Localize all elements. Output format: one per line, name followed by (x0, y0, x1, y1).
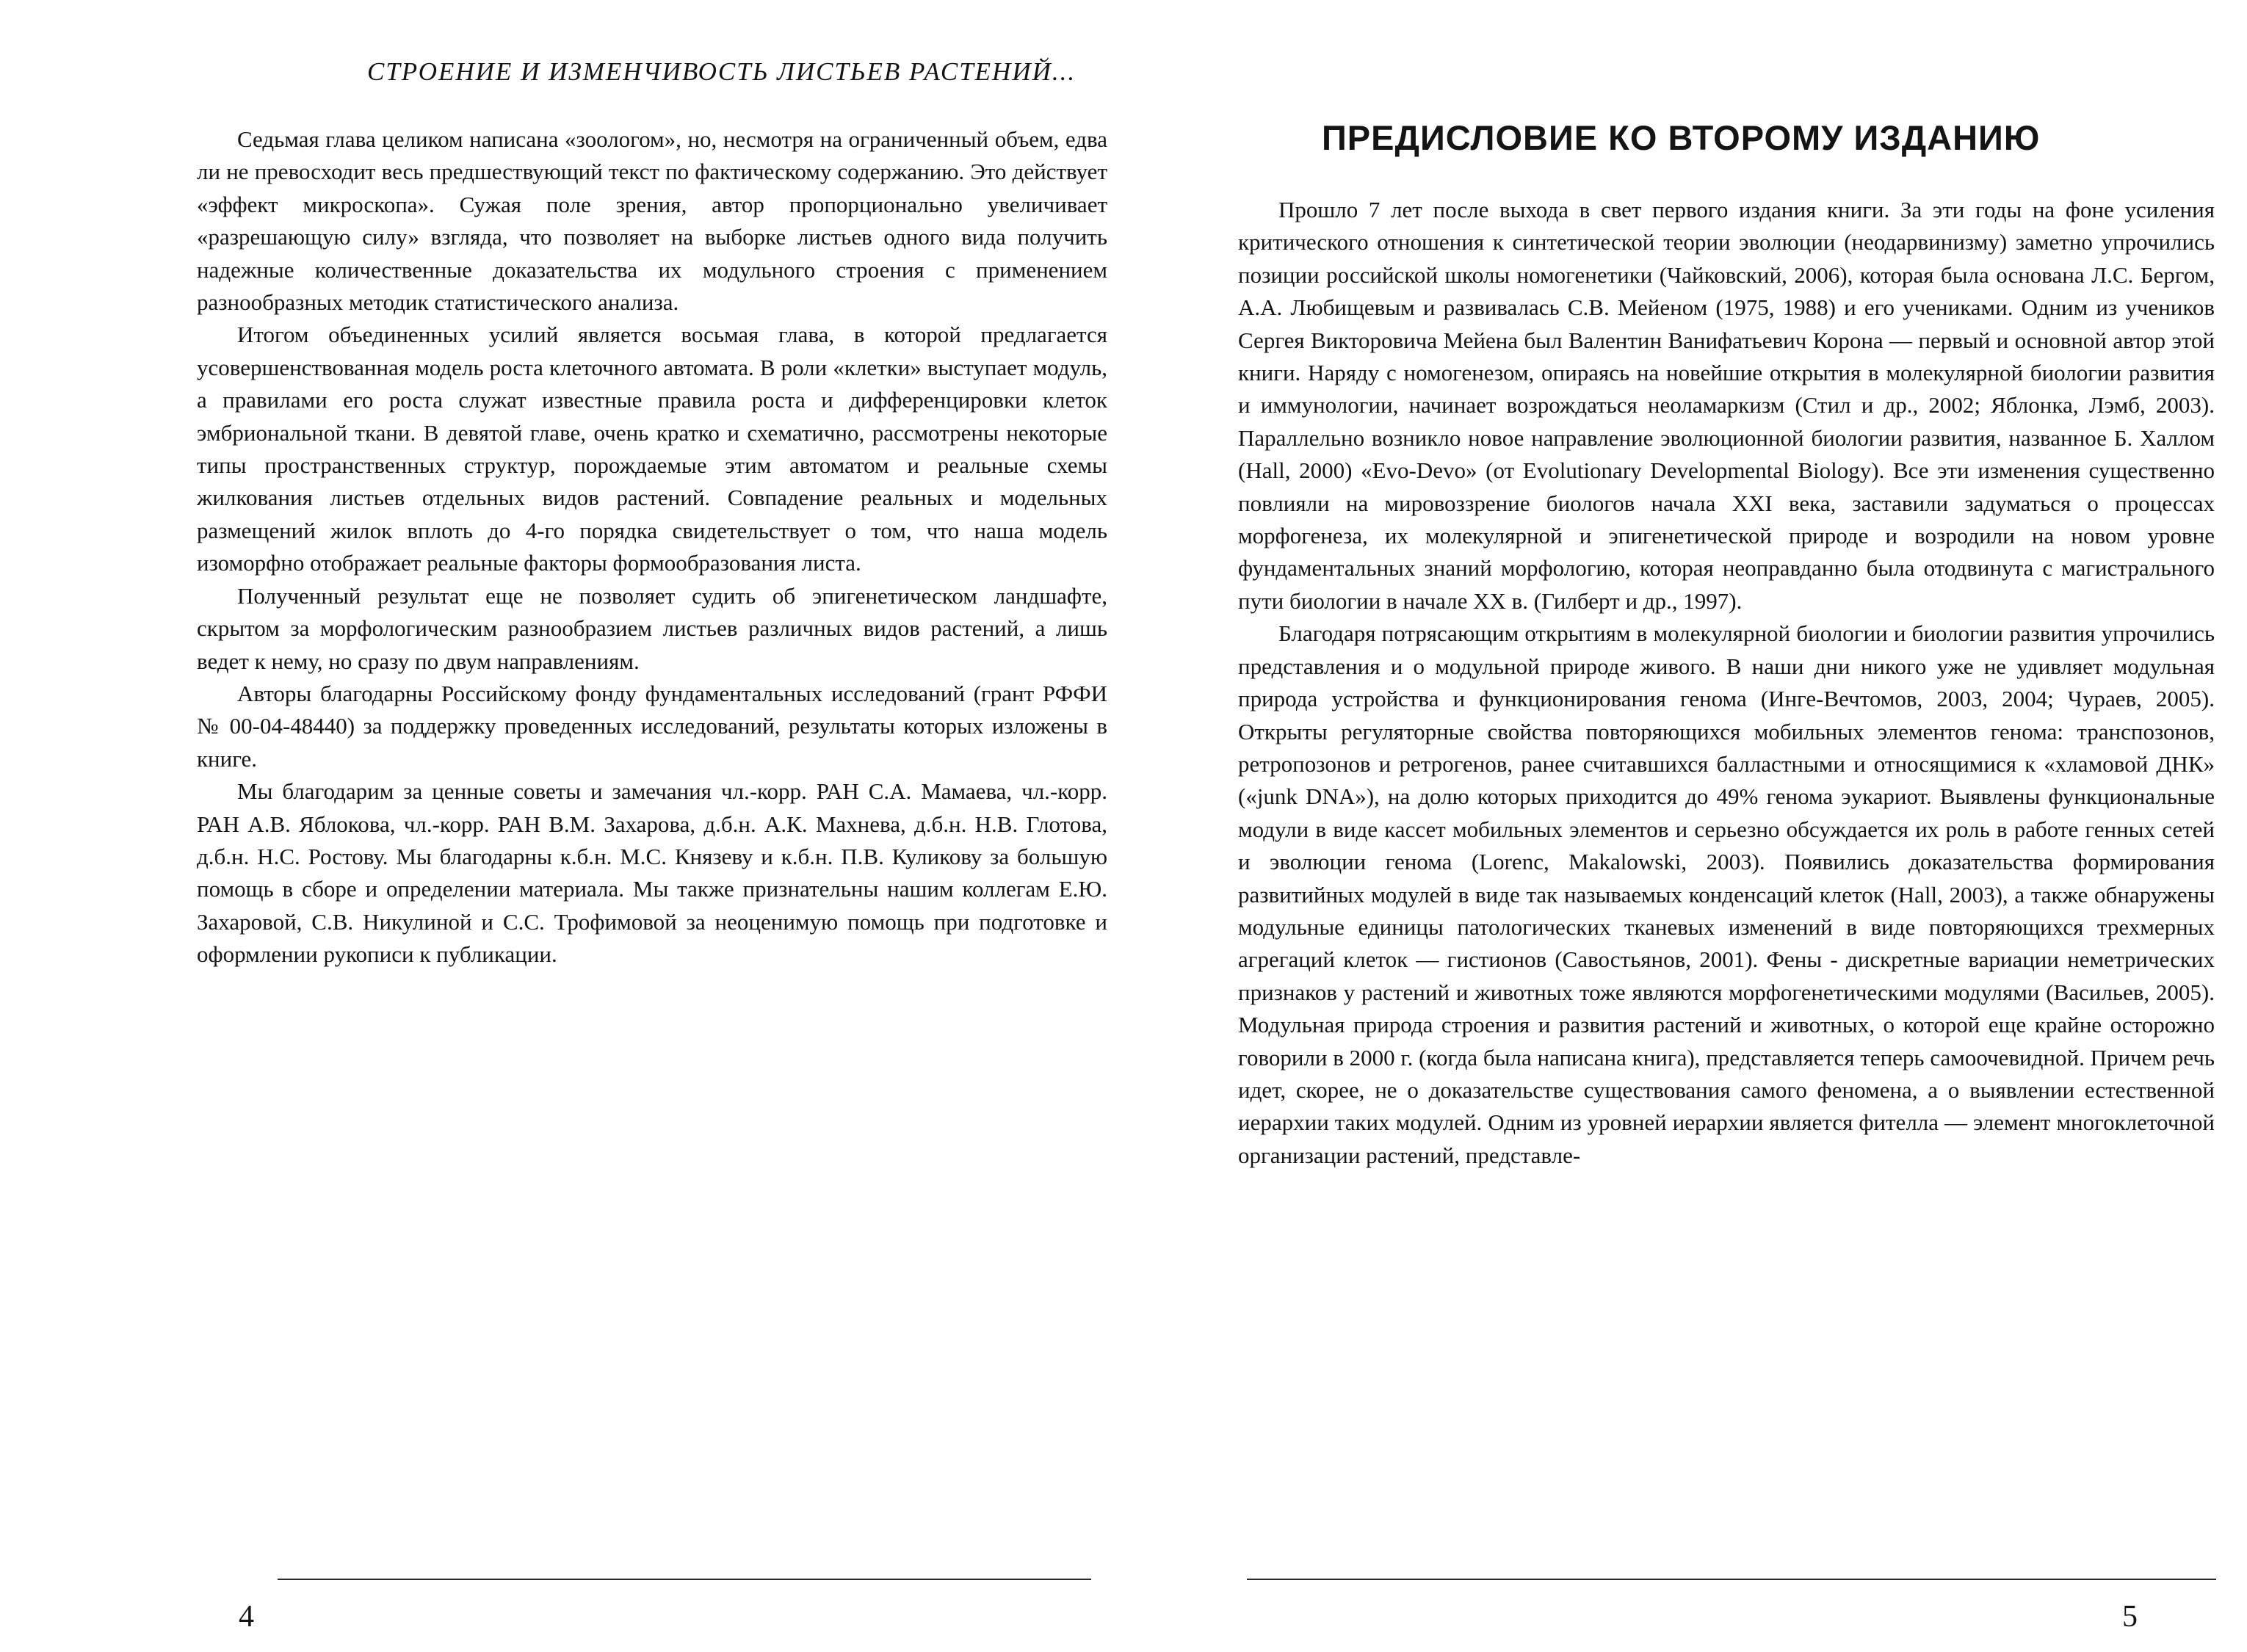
paragraph: Седьмая глава целиком написана «зоологом», но, несмотря на ограниченный объем, едва ли не превосходит весь предшествующий текст по фактическому содержанию. Это действует «эффект микроскопа». Сужая поле зрения, автор пропорционально увеличивает «разрешающую силу» взгляда, что позволяет на выборке листьев одного вида получить надежные количественные доказательства их модульного строения с применением разнообразных методик статистического анализа. (197, 126, 1107, 316)
page-number: 4 (239, 1600, 254, 1634)
footer-rule (278, 1579, 1091, 1580)
right-page (1124, 0, 2247, 1652)
paragraph: Мы благодарим за ценные советы и замечания чл.-корр. РАН С.А. Мамаева, чл.-корр. РАН А.В. Яблокова, чл.-корр. РАН В.М. Захарова, д.б.н. А.К. Махнева, д.б.н. Н.В. Глотова, д.б.н. Н.С. Ростову. Мы благодарны к.б.н. М.С. Князеву и к.б.н. П.В. Куликову за большую помощь в сборе и определении материала. Мы также признательны нашим коллегам Е.Ю. Захаровой, С.В. Никулиной и С.С. Трофимовой за неоценимую помощь при подготовке и оформлении рукописи к публикации. (197, 778, 1107, 968)
right-body-text (1238, 194, 2215, 1172)
page-number: 5 (2122, 1600, 2138, 1634)
paragraph: Авторы благодарны Российскому фонду фундаментальных исследований (грант РФФИ № 00-04-48440) за поддержку проведенных исследований, результаты которых изложены в книге. (197, 680, 1107, 772)
paragraph: Благодаря потрясающим открытиям в молекулярной биологии и биологии развития упрочились представления и о модульной природе живого. В наши дни никого уже не удивляет модульная природа устройства и функционирования генома (Инге-Вечтомов, 2003, 2004; Чураев, 2005). Открыты регуляторные свойства повторяющихся мобильных элементов генома: транспозонов, ретропозонов и ретрогенов, ранее считавшихся балластными и относящимися к «хламовой ДНК» («junk DNA»), на долю которых приходится до 49% генома эукариот. Выявлены функциональные модули в виде кассет мобильных элементов и серьезно обсуждается их роль в работе генных сетей и эволюции генома (Lorenc, Makalowski, 2003). Появились доказательства формирования развитийных модулей в виде так называемых конденсаций клеток (Hall, 2003), а также обнаружены модульные единицы патологических тканевых изменений в виде повторяющихся трехмерных агрегаций клеток — гистионов (Савостьянов, 2001). Фены - дискретные вариации неметрических признаков у растений и животных тоже являются морфогенетическими модулями (Васильев, 2005). Модульная природа строения и развития растений и животных, о которой еще крайне осторожно говорили в 2000 г. (когда была написана книга), представляется теперь самоочевидной. Причем речь идет, скорее, не о доказательстве существования самого феномена, а о выявлении естественной иерархии таких модулей. Одним из уровней иерархии является фителла — элемент многоклеточной организации растений, представле- (1238, 620, 2215, 1168)
footer-rule (1247, 1579, 2216, 1580)
running-head: СТРОЕНИЕ И ИЗМЕНЧИВОСТЬ ЛИСТЬЕВ РАСТЕНИЙ... (367, 57, 1077, 86)
paragraph: Полученный результат еще не позволяет судить об эпигенетическом ландшафте, скрытом за морфологическим разнообразием листьев различных видов растений, а лишь ведет к нему, но сразу по двум направлениям. (197, 582, 1107, 674)
chapter-title: ПРЕДИСЛОВИЕ КО ВТОРОМУ ИЗДАНИЮ (1322, 118, 2041, 157)
paragraph: Прошло 7 лет после выхода в свет первого издания книги. За эти годы на фоне усиления критического отношения к синтетической теории эволюции (неодарвинизму) заметно упрочились позиции российской школы номогенетики (Чайковский, 2006), которая была основана Л.С. Бергом, А.А. Любищевым и развивалась С.В. Мейеном (1975, 1988) и его учениками. Одним из учеников Сергея Викторовича Мейена был Валентин Ванифатьевич Корона — первый и основной автор этой книги. Наряду с номогенезом, опираясь на новейшие открытия в молекулярной биологии развития и иммунологии, начинает возрождаться неоламаркизм (Стил и др., 2002; Яблонка, Лэмб, 2003). Параллельно возникло новое направление эволюционной биологии развития, названное Б. Халлом (Hall, 2000) «Evo-Devo» (от Evolutionary Developmental Biology). Все эти изменения существенно повлияли на мировоззрение биологов начала XXI века, заставили задуматься о процессах морфогенеза, их молекулярной и эпигенетической природе и возродили на новом уровне фундаментальных знаний морфологию, которая неоправданно была отодвинута с магистрального пути биологии в начале XX в. (Гилберт и др., 1997). (1238, 197, 2215, 614)
left-body-text (197, 123, 1107, 971)
paragraph: Итогом объединенных усилий является восьмая глава, в которой предлагается усовершенствованная модель роста клеточного автомата. В роли «клетки» выступает модуль, а правилами его роста служат известные правила роста и дифференцировки клеток эмбриональной ткани. В девятой главе, очень кратко и схематично, рассмотрены некоторые типы пространственных структур, порождаемые этим автоматом и реальные схемы жилкования листьев отдельных видов растений. Совпадение реальных и модельных размещений жилок вплоть до 4-го порядка свидетельствует о том, что наша модель изоморфно отображает реальные факторы формообразования листа. (197, 322, 1107, 576)
